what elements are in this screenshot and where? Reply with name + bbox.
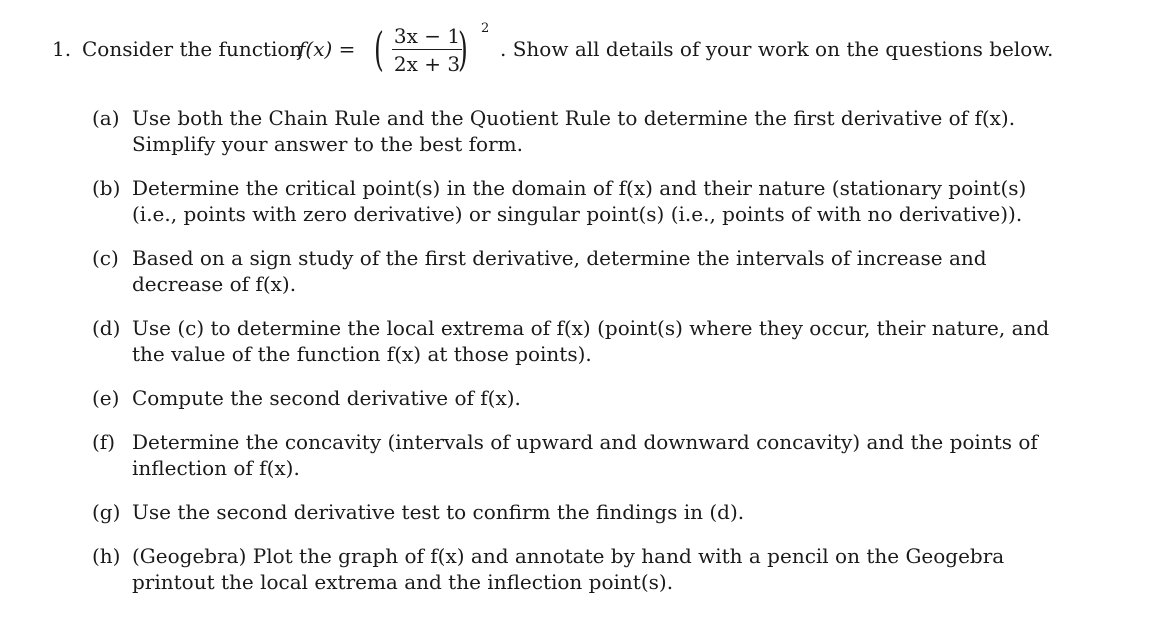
question-text: Based on a sign study of the first derivative, determine the intervals of increase and decrease of f(x).: [132, 246, 987, 296]
question-label: (g): [92, 500, 121, 524]
question-list: [92, 105, 1072, 613]
question-text: Determine the critical point(s) in the domain of f(x) and their nature (stationary point(s) (i.e., points with zero derivative) or singular point(s) (i.e., points of with no derivative)).: [132, 176, 1027, 226]
question-text: Use both the Chain Rule and the Quotient Rule to determine the first derivative of f(x). Simplify your answer to the best form.: [132, 106, 1016, 156]
fraction-numerator: 3x − 1: [393, 24, 461, 48]
question-text: (Geogebra) Plot the graph of f(x) and annotate by hand with a pencil on the Geogebra printout the local extrema and the inflection point(s).: [132, 544, 1005, 594]
question-text: Compute the second derivative of f(x).: [132, 386, 521, 410]
function-expression: [370, 22, 520, 78]
question-label: (h): [92, 544, 121, 568]
fraction-denominator: 2x + 3: [393, 52, 461, 76]
question-item-c: [92, 245, 1072, 297]
question-text: Use the second derivative test to confirm the findings in (d).: [132, 500, 745, 524]
problem-tail: . Show all details of your work on the questions below.: [500, 37, 1054, 61]
problem-intro: Consider the function: [82, 37, 303, 61]
left-paren: (: [374, 22, 384, 76]
question-item-d: [92, 315, 1072, 367]
question-item-a: [92, 105, 1072, 157]
exponent: 2: [481, 21, 490, 36]
question-text: Use (c) to determine the local extrema of f(x) (point(s) where they occur, their nature, and the value of the function f(x) at those points).: [132, 316, 1050, 366]
question-item-f: [92, 429, 1072, 481]
question-item-b: [92, 175, 1072, 227]
question-label: (b): [92, 176, 121, 200]
question-item-e: [92, 385, 1072, 411]
question-text: Determine the concavity (intervals of upward and downward concavity) and the points of inflection of f(x).: [132, 430, 1038, 480]
fraction-bar: [392, 49, 462, 50]
question-item-h: [92, 543, 1072, 595]
function-lhs: f(x) =: [298, 37, 356, 61]
question-label: (a): [92, 106, 120, 130]
right-paren: ): [458, 22, 468, 76]
question-label: (c): [92, 246, 119, 270]
question-label: (f): [92, 430, 116, 454]
problem-statement: [52, 22, 1152, 78]
question-item-g: [92, 499, 1072, 525]
question-label: (d): [92, 316, 121, 340]
question-label: (e): [92, 386, 120, 410]
problem-number: 1.: [52, 37, 72, 61]
fraction: [390, 24, 464, 76]
